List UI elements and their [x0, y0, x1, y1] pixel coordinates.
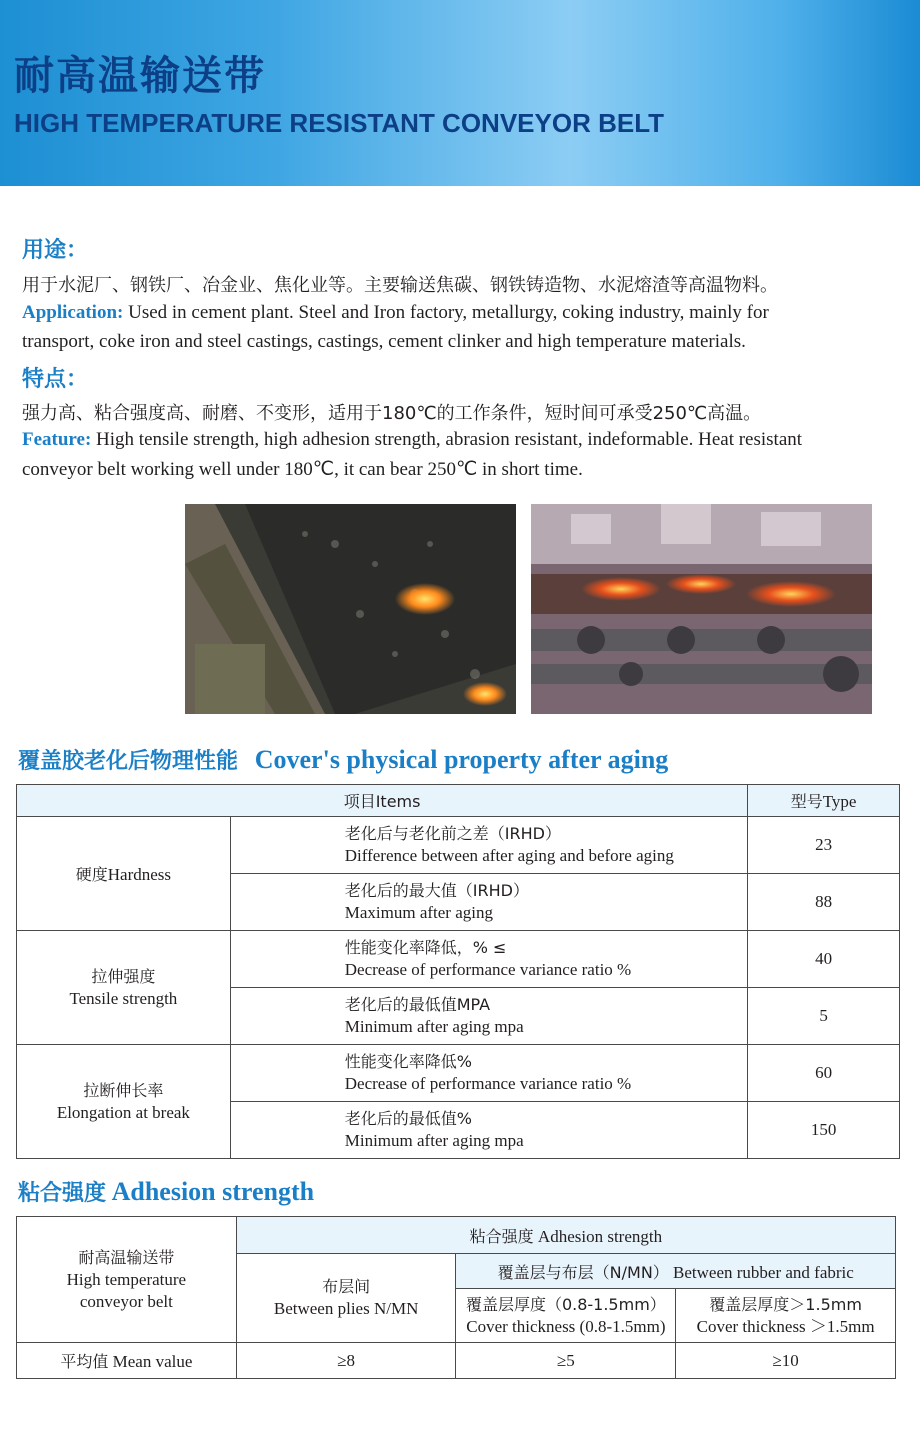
- item-cn: 性能变化率降低%: [344, 1052, 472, 1071]
- feature-heading: 特点：: [22, 367, 89, 392]
- group-elongation-en: Elongation at break: [56, 1102, 190, 1122]
- item-en: Difference between after aging and before aging: [344, 846, 674, 865]
- value-cell: 60: [748, 1045, 900, 1102]
- mean-thick-value: ≥10: [676, 1343, 896, 1379]
- adhesion-table-title-en: Adhesion strength: [111, 1177, 315, 1206]
- thin-cn: 覆盖层厚度（0.8-1.5mm）: [465, 1294, 666, 1314]
- group-hardness-cn: 硬度: [75, 865, 108, 884]
- item-en: Maximum after aging: [344, 903, 493, 922]
- mean-label-cell: [17, 1343, 237, 1379]
- application-text-en-2: transport, coke iron and steel castings, castings, cement clinker and high temperature materials.: [22, 331, 746, 352]
- feature-text-en-1: [22, 429, 802, 451]
- value-cell: 23: [748, 817, 900, 874]
- feature-label: Feature:: [22, 429, 92, 450]
- item-en: Decrease of performance variance ratio %: [344, 960, 632, 979]
- item-en: Minimum after aging mpa: [344, 1017, 524, 1036]
- feature-text-en-line1: High tensile strength, high adhesion strength, abrasion resistant, indeformable. Heat resistant: [91, 429, 803, 450]
- table-row: [17, 1045, 900, 1102]
- application-text-en-line1: Used in cement plant. Steel and Iron factory, metallurgy, coking industry, mainly for: [123, 302, 769, 323]
- conveyor-photo-left: [185, 504, 516, 714]
- value-cell: 40: [748, 931, 900, 988]
- group-hardness: [17, 817, 231, 931]
- table-row: [17, 1343, 896, 1379]
- adhesion-table: [16, 1216, 896, 1379]
- item-cn: 老化后的最低值%: [344, 1109, 472, 1128]
- application-text-en-1: [22, 302, 769, 324]
- value-cell: 150: [748, 1102, 900, 1159]
- header-banner: [0, 0, 920, 186]
- thin-cover-cell: [456, 1289, 676, 1343]
- table-row: [17, 931, 900, 988]
- mean-en: Mean value: [112, 1352, 193, 1371]
- header-type-cn: 型号: [790, 792, 823, 811]
- product-cn: 耐高温输送带: [78, 1247, 175, 1267]
- value-cell: 88: [748, 874, 900, 931]
- page-title-cn: 耐高温输送带: [14, 53, 266, 99]
- item-cn: 老化后与老化前之差（IRHD）: [344, 824, 561, 843]
- conveyor-photo-left-image: [185, 504, 516, 714]
- plies-en: Between plies N/MN: [273, 1299, 419, 1318]
- product-en-2: conveyor belt: [79, 1291, 173, 1311]
- item-en: Minimum after aging mpa: [344, 1131, 524, 1150]
- group-hardness-en: Hardness: [107, 865, 172, 884]
- item-cell: [230, 988, 747, 1045]
- adhesion-table-title: [18, 1176, 314, 1207]
- adhesion-header: [236, 1217, 895, 1254]
- group-tensile: [17, 931, 231, 1045]
- header-items: [17, 785, 748, 817]
- item-cell: [230, 1045, 747, 1102]
- group-elongation: [17, 1045, 231, 1159]
- header-type-en: Type: [822, 792, 857, 811]
- thin-en: Cover thickness (0.8-1.5mm): [466, 1316, 666, 1336]
- conveyor-photo-right-image: [531, 504, 872, 714]
- value-cell: 5: [748, 988, 900, 1045]
- aging-table-title-en: Cover's physical property after aging: [254, 745, 669, 774]
- item-cell: [230, 931, 747, 988]
- thick-en: Cover thickness ＞1.5mm: [696, 1316, 875, 1336]
- item-cn: 老化后的最大值（IRHD）: [344, 881, 529, 900]
- thick-cn: 覆盖层厚度＞1.5mm: [709, 1294, 862, 1314]
- mean-thin-value: ≥5: [456, 1343, 676, 1379]
- plies-cn: 布层间: [322, 1277, 371, 1296]
- header-items-text: 项目Items: [343, 792, 421, 811]
- adhesion-header-en: Adhesion strength: [537, 1226, 663, 1246]
- table-row: [17, 817, 900, 874]
- group-tensile-en: Tensile strength: [69, 988, 178, 1008]
- thick-cover-cell: [676, 1289, 896, 1343]
- conveyor-photo-right: [531, 504, 872, 714]
- item-cn: 老化后的最低值MPA: [344, 995, 491, 1014]
- cover-fabric-en: Between rubber and fabric: [673, 1262, 854, 1282]
- feature-text-en-2: conveyor belt working well under 180℃, it can bear 250℃ in short time.: [22, 459, 583, 480]
- group-elongation-cn: 拉断伸长率: [83, 1080, 164, 1100]
- application-text-cn: 用于水泥厂、钢铁厂、冶金业、焦化业等。主要输送焦碳、钢铁铸造物、水泥熔渣等高温物料。: [22, 275, 778, 296]
- cover-fabric-cn: 覆盖层与布层（N/MN）: [497, 1262, 669, 1282]
- header-type: [748, 785, 900, 817]
- application-label: Application:: [22, 302, 124, 323]
- adhesion-table-title-cn: 粘合强度: [18, 1181, 107, 1206]
- feature-text-cn: 强力高、粘合强度高、耐磨、不变形，适用于180℃的工作条件，短时间可承受250℃高温。: [22, 403, 762, 424]
- item-en: Decrease of performance variance ratio %: [344, 1074, 632, 1093]
- group-tensile-cn: 拉伸强度: [91, 966, 156, 986]
- plies-cell: [236, 1254, 456, 1343]
- item-cell: [230, 817, 747, 874]
- aging-table-header: [17, 785, 900, 817]
- item-cell: [230, 874, 747, 931]
- cover-fabric-cell: [456, 1254, 896, 1289]
- aging-table-title: [18, 744, 668, 775]
- aging-table-title-cn: 覆盖胶老化后物理性能: [18, 749, 239, 774]
- adhesion-header-row-1: [17, 1217, 896, 1254]
- application-heading: 用途：: [22, 238, 89, 263]
- product-cell: [17, 1217, 237, 1343]
- page-title-en: HIGH TEMPERATURE RESISTANT CONVEYOR BELT: [14, 108, 665, 138]
- item-cell: [230, 1102, 747, 1159]
- adhesion-header-cn: 粘合强度: [469, 1226, 534, 1246]
- mean-cn: 平均值: [60, 1352, 109, 1371]
- product-en-1: High temperature: [66, 1269, 187, 1289]
- item-cn: 性能变化率降低，% ≤: [344, 938, 507, 957]
- mean-plies-value: ≥8: [236, 1343, 456, 1379]
- aging-table: [16, 784, 900, 1159]
